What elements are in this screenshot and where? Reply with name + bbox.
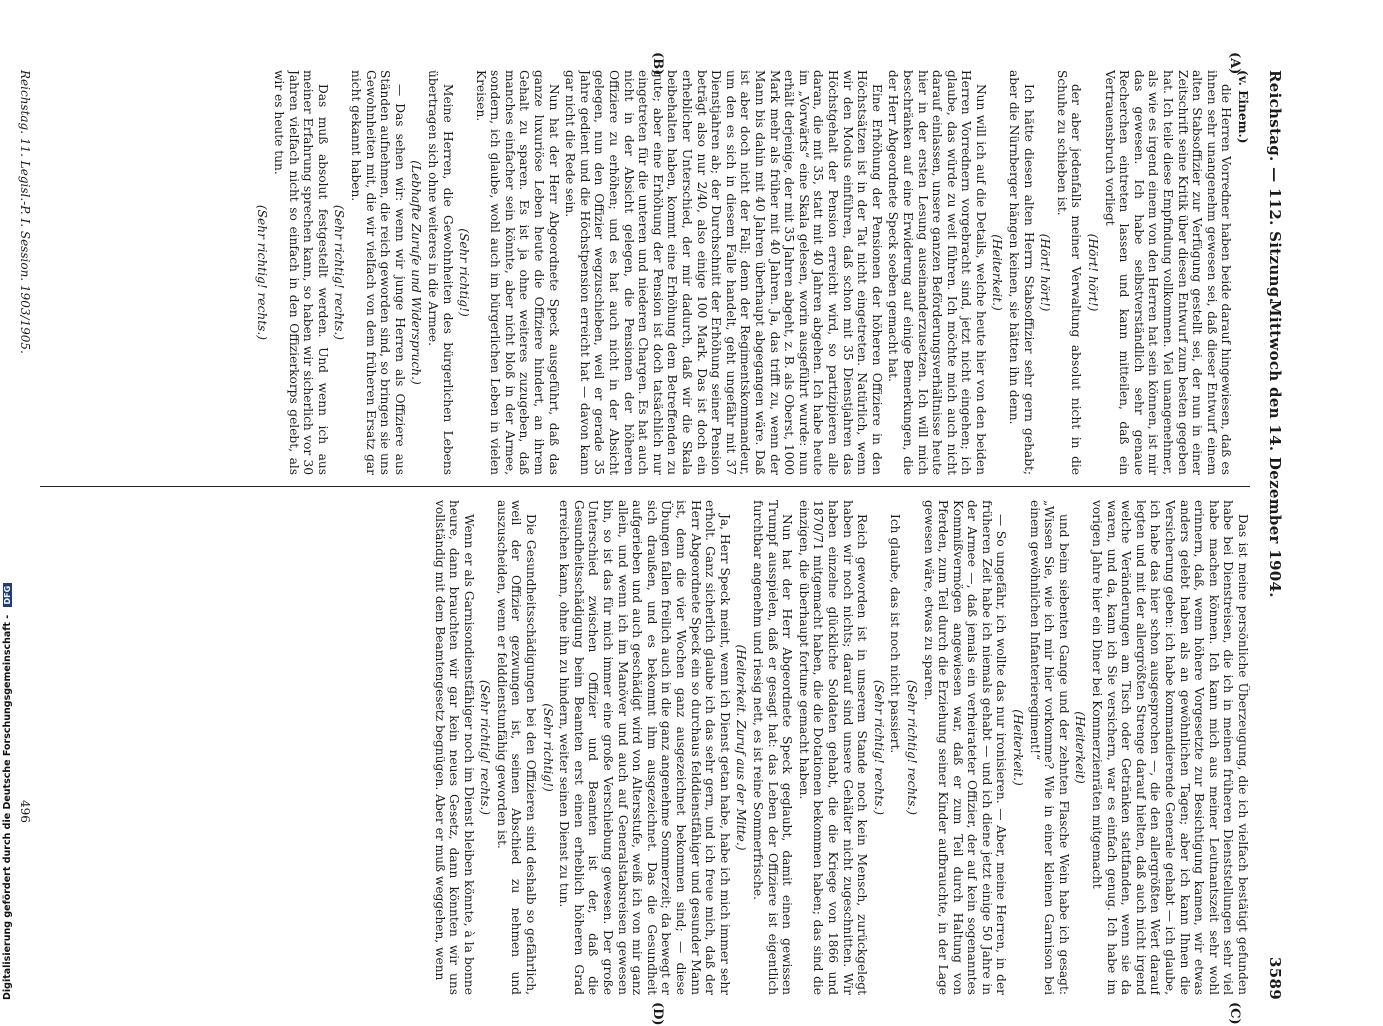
header-session: Reichstag. — 112. Sitzung. [1266, 70, 1284, 304]
interjection: (Heiterkeit. Zuruf aus der Mitte.) [734, 644, 749, 851]
interjection: (Sehr richtig!) [457, 228, 472, 317]
paragraph: Das muß absolut festgestellt werden. Und wenn ich aus meiner Erfahrung sprechen kann, so haben wir sicherlich vor 30 Jahren vielfach nicht so einfach in den Offizierkorps gelebt, als wir es heute tun. [272, 70, 330, 475]
paragraph: — Das sehen wir: wenn wir junge Herren als Offiziere aus Ständen aufnehmen, die reich geworden sind, so bringen sie uns Gewohnheiten mit, die wir vielfach von dem früheren Ersatz gar nicht gekannt haben. [348, 70, 407, 475]
paragraph: Nun hat der Herr Abgeordnete Speck ausgeführt, daß das ganze luxuriöse Leben heute die Offiziere hindert, an ihrem Gehalt zu sparen. Es ist ja ohne weiteres zuzugeben, daß manches einfacher sein könnte, aber nicht bloß in der Armee, sondern, ich glaube, wohl auch im bürgerlichen Leben in vielen Kreisen. [473, 70, 561, 475]
interjection: (Heiterkeit.) [990, 234, 1005, 311]
paragraph: Ich hätte diesen alten Herrn Stabsoffizier sehr gern gehabt; aber die Nürnberger hängen keinen, sie hätten ihn denn. [1007, 70, 1036, 475]
interjection: (Hört! hört!) [1038, 233, 1053, 312]
paragraph: Ich glaube, das ist noch nicht passiert. [888, 514, 903, 754]
paragraph: Wenn er als Garnisondienstfähiger noch im Dienst bleiben könnte, à la bonne heure, dann brauchten wir gar kein neues Gesetz, dann könnten wir uns vollständig mit dem Beamtengesetz begnügen. Aber er muß weggehen, wenn [432, 500, 476, 995]
speaker-label: (v. Einem.) [1236, 70, 1250, 144]
digitization-sidebar [0, 0, 16, 1000]
paragraph: Das ist meine persönliche Überzeugung, die ich vielfach bestätigt gefunden habe bei Dienstreisen, die ich in meinen früheren Dienststellungen sehr viel habe machen können. Ich kann mich aus meiner Leutnantszeit sehr wohl erinnern, daß, wenn höhere Vorgesetzte zur Besichtigung kamen, wir etwas anders gelebt haben als an gewöhnlichen Tagen; aber ich kann Ihnen die Versicherung geben: ich habe kommandierende Generale gehabt — ich glaube, ich habe das hier schon ausgesprochen —, die den allergrößten Wert darauf legten und mit der allergrößten Strenge darauf hielten, daß auch nicht irgend welche Veränderungen am Tisch oder Getränken stattfanden, wenn sie da waren, und da, kann ich Sie versichern, war es einfach genug. Ich habe im vorigen Jahre hier ein Diner bei Kommerzienräten mitgemacht [1090, 500, 1250, 995]
header-page-number: 3589 [1266, 957, 1284, 1000]
paragraph: Reich geworden ist in unserem Stande noch kein Mensch, zurückgelegt haben wir noch nichts; darauf sind unsere Gehälter nicht zugeschnitten. Wir haben einzelne glückliche Soldaten gehabt, die die Kriege von 1866 und 1870/71 mitgemacht haben, die die Dotationen bekommen haben; das sind die einzigen, die überhaupt fortune gemacht haben. [796, 500, 870, 995]
paragraph: Ja, Herr Speck meint, wenn ich Dienst getan habe, habe ich mich immer sehr erholt. Ganz sicherlich glaube ich das sehr gern, und ich freue mich, daß der Herr Abgeordnete Speck ein so durchaus felddienstfähiger und gesunder Mann ist, denn die vier Wochen ganz ausgezeichnet bekommen sind; — diese Übungen fallen freilich auch in die ganz angenehme Sommerzeit; da bewegt er sich draußen, und es bekommt ihm ausgezeichnet. Das die Gesundheit aufgerieben und auch geschädigt wird von Altersstufe, weiß ich von mir ganz allein, und wenn ich im Manöver und auch auf Generalstabsreisen gewesen bin, so ist das für mich immer eine große Verschiebung gewesen. Der große Unterschied zwischen Offizier und Beamten ist der, daß die Gesundheitsschädigung beim Beamten erst einen erheblich höheren Grad erreichen kann, ohne ihn zu hindern, weiter seinen Dienst zu tun. [557, 500, 732, 995]
paragraph: Eine Erhöhung der Pensionen der höheren Offiziere in den Höchstsätzen ist in der Tat nicht eingetreten. Natürlich, wenn wir den Modus einführen, daß schon mit 35 Dienstjahren das Höchstgehalt der Pension erreicht wird, so partizipieren alle daran, die mit 35, statt mit 40 Jahren abgehen. Ich habe heute im „Vorwärts“ eine Skala gelesen, worin ausgeführt wurde: nun erhält derjenige, der mit 35 Jahren abgeht, z. B. als Oberst, 1000 Mark mehr als früher mit 40 Jahren. Ja, das trifft zu, wenn der Mann bis dahin mit 40 Jahren überhaupt abgegangen wäre. Daß ist aber doch nicht der Fall; denn der Regimentskommandeur, um den es sich in diesem Falle handelt, geht ungefähr mit 37 Dienstjahren ab; der Durchschnitt der Erhöhung seiner Pension beträgt also nur 2/40, also einige 100 Mark. Das ist doch ein erheblicher Unterschied, der mir dadurch, daß wir die Skala beibehalten haben, kommt eine Erhöhung dem Betreffenden zu gute; aber eine Erhöhung der Pension ist doch tatsächlich nur eingetreten für die unteren und niederen Chargen. Es hat auch nicht in der Absicht gelegen, die Pensionen der höheren Offiziere zu erhöhen; und es hat auch nicht in der Absicht gelegen, nun den Offizier wegzuschieben, weil er gerade 35 Jahre gedient und die Höchstpension erreicht hat — davon kann gar nicht die Rede sein. [563, 70, 884, 475]
interjection: (Sehr richtig!) [540, 703, 555, 792]
paragraph: Nun will ich auf die Details, welche heute hier von den beiden Herren Vorrednern vorgebracht sind, jetzt nicht eingehen; ich glaube, das würde zu weit führen. Ich möchte mich auch nicht darauf einlassen, unsere ganzen Beförderungsverhältnisse heute hier in der ersten Lesung auseinanderzusetzen. Ich will mich beschränken auf eine Erwiderung auf einige Bemerkungen, die der Herr Abgeordnete Speck soeben gemacht hat. [886, 70, 988, 475]
interjection: (Sehr richtig! rechts.) [871, 679, 886, 816]
digitization-notice: Digitalisierung gefördert durch die Deutsche Forschungsgemeinschaft - [2, 614, 13, 1000]
page-header [1258, 70, 1284, 1000]
interjection: (Lebhafte Zurufe und Widerspruch.) [409, 160, 424, 385]
margin-marker-d: (D) [650, 1002, 665, 1026]
header-date: Mittwoch den 14. Dezember 1904. [1266, 300, 1284, 598]
interjection: (Hört! hört!) [1086, 233, 1101, 312]
paragraph: Nun hat der Herr Abgeordnete Speck geglaubt, damit einen gewissen Trumpf ausspielen, daß er gesagt hat: das Leben der Offiziere ist eigentlich furchtbar angenehm und riesig nett, es ist reine Sommerfrische. [751, 500, 795, 995]
column-divider [40, 486, 1250, 487]
page-footer: Reichstag. 11. Legisl.-P. I. Session. 1903/1905. [18, 70, 32, 354]
paragraph: Die Gesundheitsschädigungen bei den Offizieren sind deshalb so gefährlich, weil der Offizier gezwungen ist, seinen Abschied zu nehmen und auszuscheiden, wenn er felddienstunfähig geworden ist. [494, 500, 539, 995]
interjection: (Sehr richtig! rechts.) [904, 679, 919, 816]
bottom-page-number: 496 [18, 800, 32, 823]
interjection: (Heiterkeit) [1073, 711, 1088, 784]
right-text-column [40, 500, 1250, 995]
paragraph: Meine Herren, die Gewohnheiten des bürgerlichen Lebens übertragen sich ohne weiteres in die Armee. [425, 70, 455, 475]
interjection: (Heiterkeit.) [1011, 709, 1026, 786]
margin-marker-c: (C) [1227, 1002, 1242, 1025]
interjection: (Sehr richtig! rechts.) [332, 204, 347, 341]
paragraph: die Herren Vorredner haben beide darauf hingewiesen, daß es ihnen sehr unangenehm gewesen sei, daß dieser Entwurf einem alten Stabsoffizier zur Verfügung gestellt sei, der nun in einer Zeitschrift seine Kritik über diesen Entwurf zum besten gegeben hat. Ich teile diese Empfindung vollkommen. Viel unangenehmer, als wie es irgend einem von den Herren hat sein können, ist mir das gewesen. Ich habe selbstverständlich sehr genaue Recherchen eintreten lassen und kann mitteilen, daß ein Vertrauensbruch vorliegt [1102, 70, 1234, 475]
interjection: (Sehr richtig! rechts.) [255, 204, 270, 341]
left-text-column [40, 70, 1250, 475]
dfg-logo: DFG [3, 583, 12, 608]
margin-marker-a: (A) [1227, 52, 1242, 75]
interjection: (Sehr richtig! rechts.) [478, 679, 493, 816]
paragraph: und beim siebenten Gange und der zehnten Flasche Wein habe ich gesagt: „Wissen Sie, wie ich mir hier vorkomme? Wie in einer kleinen Garnison bei einem gewöhnlichen Infanterieregiment!“ [1027, 500, 1071, 995]
paragraph: — So ungefähr, ich wollte das nur ironisieren. — Aber, meine Herren, in der früheren Zeit habe ich niemals gehabt — und ich diene jetzt einige 50 Jahre in der Armee —, daß jemals ein verheirateter Offizier, der auf kein sogenanntes Kommißvermögen angewiesen war, daß er zum Teil durch Haltung von Pferden, zum Teil durch die Erziehung seiner Kinder aufbrauchte, in der Lage gewesen wäre, etwas zu sparen. [921, 500, 1009, 995]
paragraph: der aber jedenfalls meiner Verwaltung absolut nicht in die Schuhe zu schieben ist. [1054, 70, 1084, 475]
margin-marker-b: (B) [650, 52, 665, 76]
